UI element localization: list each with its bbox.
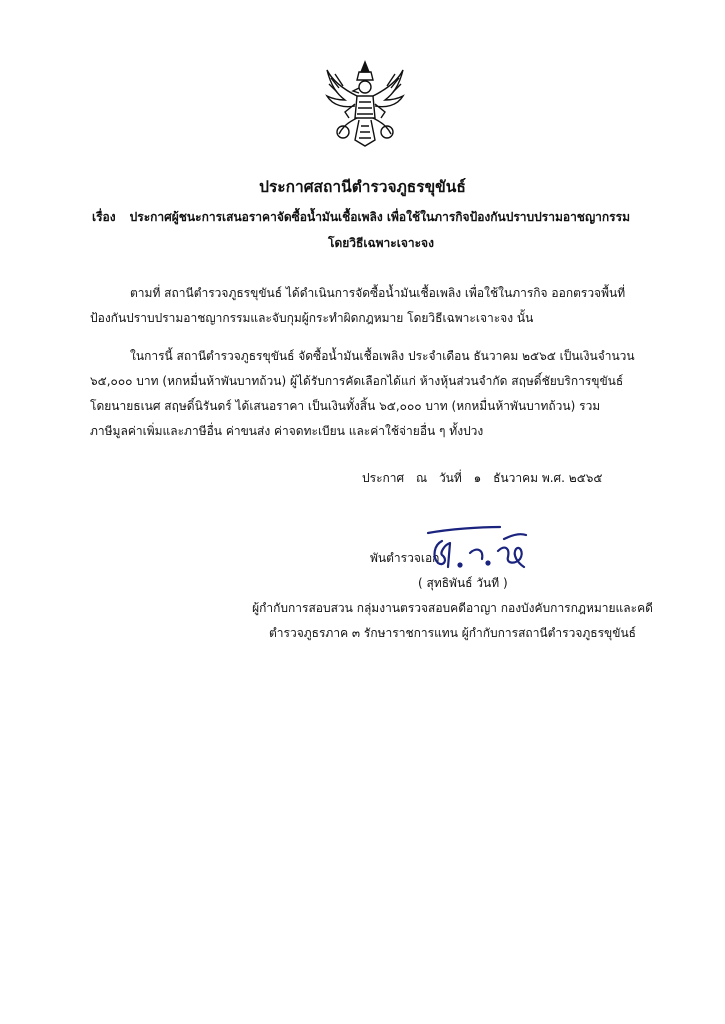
signatory-rank: พันตำรวจเอก — [370, 551, 440, 565]
announcement-at: ณ — [415, 471, 428, 485]
paragraph-2 — [90, 344, 638, 444]
paragraph-2-line-2: ๖๕,๐๐๐ บาท (หกหมื่นห้าพันบาทถ้วน) ผู้ได้รับการคัดเลือกได้แก่ ห้างหุ้นส่วนจำกัด สฤษดิ์ชัยบริการขุขันธ์ — [90, 374, 624, 388]
announcement-prefix: ประกาศ — [362, 471, 405, 485]
paragraph-1 — [90, 281, 638, 331]
subject-text-2: โดยวิธีเฉพาะเจาะจง — [328, 236, 434, 250]
garuda-emblem-icon — [323, 60, 407, 148]
subject-text-1: ประกาศผู้ชนะการเสนอราคาจัดซื้อน้ำมันเชื้อเพลิง เพื่อใช้ในภารกิจป้องกันปราบปรามอาชญากรรม — [129, 210, 630, 224]
paragraph-2-line-1: ในการนี้ สถานีตำรวจภูธรขุขันธ์ จัดซื้อน้ำมันเชื้อเพลิง ประจำเดือน ธันวาคม ๒๕๖๕ เป็นเงินจำนวน — [130, 349, 635, 363]
announcement-day: ๑ — [473, 471, 482, 485]
paragraph-1-line-2: ป้องกันปราบปรามอาชญากรรมและจับกุมผู้กระทำผิดกฎหมาย โดยวิธีเฉพาะเจาะจง นั้น — [90, 311, 534, 325]
announcement-day-label: วันที่ — [438, 471, 462, 485]
document-title: ประกาศสถานีตำรวจภูธรขุขันธ์ — [259, 178, 466, 196]
subject-block — [92, 204, 652, 256]
handwritten-signature — [420, 523, 530, 573]
paragraph-2-line-3: โดยนายธเนศ สฤษดิ์นิรันดร์ ได้เสนอราคา เป็นเงินทั้งสิ้น ๖๕,๐๐๐ บาท (หกหมื่นห้าพันบาทถ้วน) รวม — [90, 399, 601, 413]
announcement-month-year: ธันวาคม พ.ศ. ๒๕๖๕ — [493, 471, 603, 485]
subject-line-1 — [92, 204, 652, 230]
subject-label: เรื่อง — [92, 210, 116, 224]
signatory-name: ( สุทธิพันธ์ วันที ) — [418, 576, 508, 590]
paragraph-1-line-1: ตามที่ สถานีตำรวจภูธรขุขันธ์ ได้ดำเนินการจัดซื้อน้ำมันเชื้อเพลิง เพื่อใช้ในภารกิจ ออกตรวจพื้นที่ — [130, 286, 626, 300]
signatory-position-line-2: ตำรวจภูธรภาค ๓ รักษาราชการแทน ผู้กำกับการสถานีตำรวจภูธรขุขันธ์ — [269, 626, 636, 640]
announcement-date — [362, 469, 611, 488]
paragraph-2-line-4: ภาษีมูลค่าเพิ่มและภาษีอื่น ค่าขนส่ง ค่าจดทะเบียน และค่าใช้จ่ายอื่น ๆ ทั้งปวง — [90, 424, 484, 438]
signatory-position-line-1: ผู้กำกับการสอบสวน กลุ่มงานตรวจสอบคดีอาญา กองบังคับการกฎหมายและคดี — [252, 601, 653, 615]
